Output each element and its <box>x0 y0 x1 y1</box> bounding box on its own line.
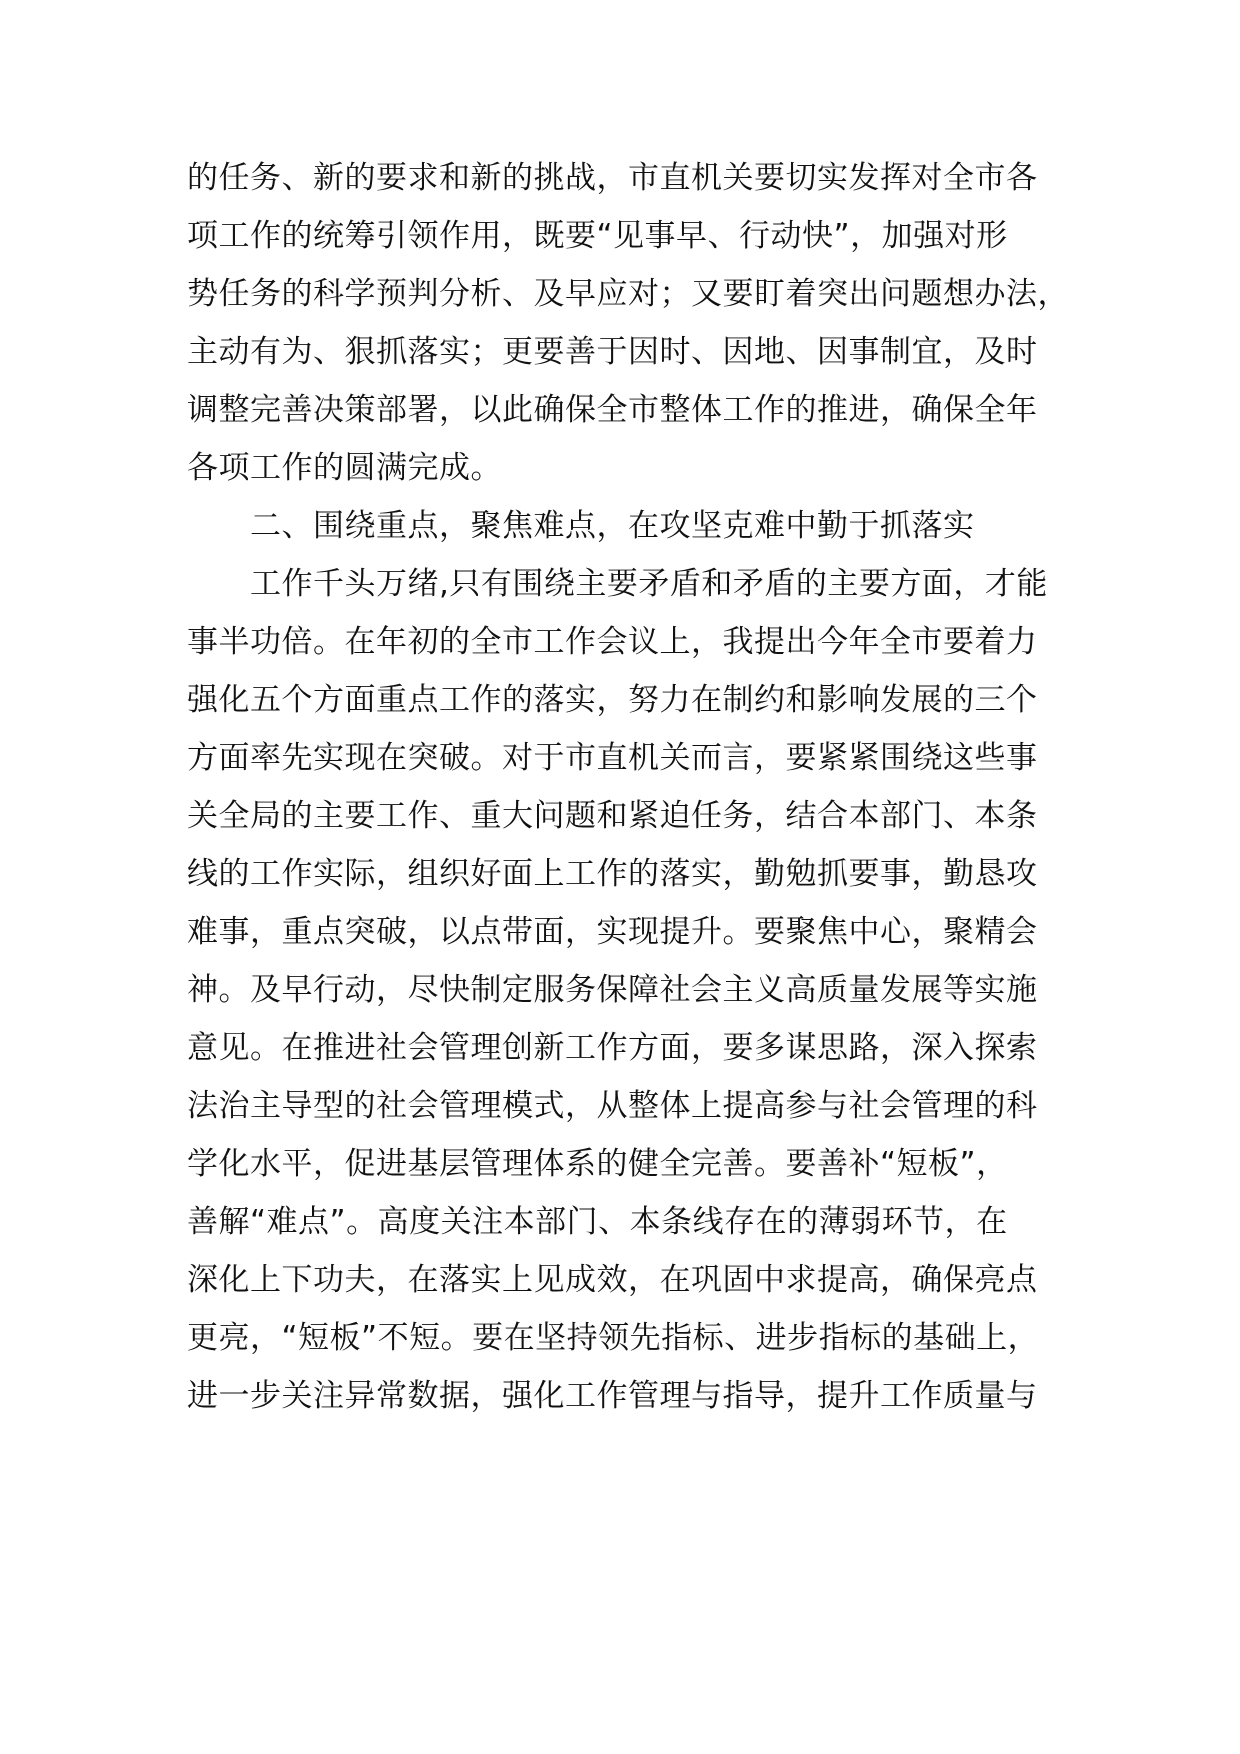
section-heading: 二、围绕重点，聚焦难点，在攻坚克难中勤于抓落实 <box>250 508 975 544</box>
body-text-line: 进一步关注异常数据，强化工作管理与指导，提升工作质量与 <box>187 1378 1038 1414</box>
body-text-line: 深化上下功夫，在落实上见成效，在巩固中求提高，确保亮点 <box>187 1262 1038 1298</box>
body-text-line: 调整完善决策部署，以此确保全市整体工作的推进，确保全年 <box>187 392 1038 428</box>
body-text-line: 的任务、新的要求和新的挑战，市直机关要切实发挥对全市各 <box>187 160 1038 196</box>
body-text-line: 各项工作的圆满完成。 <box>187 450 502 486</box>
body-text-line: 更亮，“短板”不短。要在坚持领先指标、进步指标的基础上， <box>187 1320 1040 1356</box>
body-text-line: 势任务的科学预判分析、及早应对；又要盯着突出问题想办法， <box>187 276 1069 312</box>
body-text-line: 线的工作实际，组织好面上工作的落实，勤勉抓要事，勤恳攻 <box>187 856 1038 892</box>
body-text-line: 法治主导型的社会管理模式，从整体上提高参与社会管理的科 <box>187 1088 1038 1124</box>
body-text-line: 关全局的主要工作、重大问题和紧迫任务，结合本部门、本条 <box>187 798 1038 834</box>
body-text-line: 善解“难点”。高度关注本部门、本条线存在的薄弱环节，在 <box>187 1204 1008 1240</box>
body-text-line: 学化水平，促进基层管理体系的健全完善。要善补“短板”， <box>187 1146 1008 1182</box>
paragraph-first-line: 工作千头万绪,只有围绕主要矛盾和矛盾的主要方面，才能 <box>250 566 1048 602</box>
body-text-line: 强化五个方面重点工作的落实，努力在制约和影响发展的三个 <box>187 682 1038 718</box>
body-text-line: 项工作的统筹引领作用，既要“见事早、行动快”，加强对形 <box>187 218 1008 254</box>
body-text-line: 方面率先实现在突破。对于市直机关而言，要紧紧围绕这些事 <box>187 740 1038 776</box>
body-text-line: 事半功倍。在年初的全市工作会议上，我提出今年全市要着力 <box>187 624 1038 660</box>
body-text-line: 难事，重点突破，以点带面，实现提升。要聚焦中心，聚精会 <box>187 914 1038 950</box>
body-text-line: 主动有为、狠抓落实；更要善于因时、因地、因事制宜，及时 <box>187 334 1038 370</box>
body-text-line: 神。及早行动，尽快制定服务保障社会主义高质量发展等实施 <box>187 972 1038 1008</box>
body-text-line: 意见。在推进社会管理创新工作方面，要多谋思路，深入探索 <box>187 1030 1038 1066</box>
